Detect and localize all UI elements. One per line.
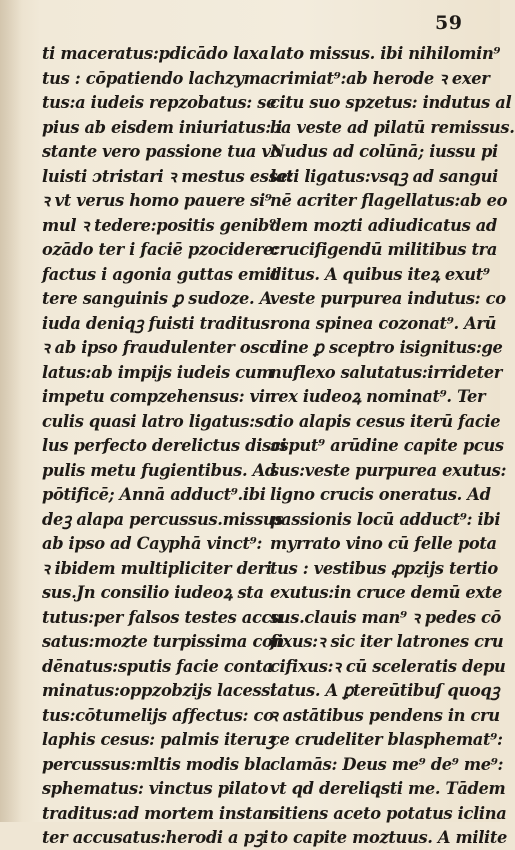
text-line: ꝛ ibidem multipliciter deri <box>42 557 272 578</box>
text-line: fixus:ꝛ sic iter latrones cru <box>270 631 504 651</box>
text-line: tatus. A ꝑtereūtibuſ quoqꝫ <box>270 680 500 700</box>
gutter-shadow <box>0 0 22 822</box>
text-line: pius ab eisdem iniuriatus: i <box>42 116 283 137</box>
text-line: ɔsput⁹ arūdine capite pcus <box>270 435 504 455</box>
text-line: crimiat⁹:ab herode ꝛ exer <box>270 67 490 88</box>
text-line: crucifigendū militibus tra <box>270 239 498 259</box>
text-line: lus perfecto derelictus disci <box>42 435 287 455</box>
text-line: Nudus ad colūnā; iussu pi <box>270 141 498 161</box>
left-column <box>42 41 294 850</box>
text-line: tus:a iudeis repzobatus: se <box>42 92 277 112</box>
text-line: traditus:ad mortem instan <box>42 802 275 823</box>
text-line: dem mozti adiudicatus ad <box>270 214 497 235</box>
text-line: tio alapis cesus iterū facie <box>270 410 501 431</box>
right-column <box>270 41 515 850</box>
text-line: nē acriter flagellatus:ab eo <box>270 190 508 210</box>
text-line: ce crudeliter blasphemat⁹: <box>270 729 503 749</box>
text-line: sitiens aceto potatus iclina <box>270 802 507 823</box>
text-line: deꝫ alapa percussus.missus <box>42 508 284 529</box>
text-line: sphematus: vinctus pilato <box>42 778 269 798</box>
text-line: pōtificē; Annā adduct⁹.ibi <box>42 484 266 504</box>
text-line: pulis metu fugientibus. Ad <box>42 459 276 480</box>
text-line: ꝛ astātibus pendens in cru <box>270 704 500 725</box>
text-line: tus : vestibus ꝓpzijs tertio <box>270 557 498 578</box>
text-line: percussus:mltis modis bla <box>42 753 272 774</box>
text-line: clamās: Deus me⁹ de⁹ me⁹: <box>270 753 504 774</box>
text-line: tutus:per falsos testes accu <box>42 606 283 627</box>
text-line: tere sanguinis ꝑ sudoze. A <box>42 288 272 308</box>
text-line: culis quasi latro ligatus:so <box>42 410 275 431</box>
text-line: factus i agonia guttas emit <box>42 263 278 284</box>
text-line: cifixus:ꝛ cū sceleratis depu <box>270 655 506 676</box>
text-line: dēnatus:sputis facie conta <box>42 655 273 676</box>
text-line: luisti ɔtristari ꝛ mestus esse: <box>42 165 294 186</box>
text-line: dine ꝑ sceptro isignitus:ge <box>270 337 503 357</box>
text-line: minatus:oppzobzijs lacessi <box>42 680 276 700</box>
text-line: tus:cōtumelijs affectus: co <box>42 704 274 725</box>
text-line: vt qd dereliqsti me. Tādem <box>270 778 506 798</box>
text-line: latus:ab impijs iudeis cum <box>42 361 274 382</box>
text-line: myrrato vino cū felle pota <box>270 533 497 553</box>
text-line: passionis locū adduct⁹: ibi <box>270 508 501 529</box>
text-line: ꝛ vt verus homo pauere si⁹ <box>42 190 272 210</box>
text-line: laphis cesus: palmis iteruꝫ <box>42 729 275 749</box>
text-line: sus:veste purpurea exutus: <box>270 459 507 480</box>
text-line: nuflexo salutatus:irrideter <box>270 361 502 382</box>
text-line: sus.clauis man⁹ ꝛ pedes cō <box>270 606 502 627</box>
text-line: to capite moztuus. A milite <box>270 827 508 847</box>
text-line: ti maceratus:pdicādo laxa <box>42 43 269 63</box>
text-line: ter accusatus:herodi a pꝫi <box>42 827 269 847</box>
text-line: rona spinea cozonat⁹. Arū <box>270 312 497 333</box>
text-line: iuda deniqꝫ fuisti traditus: <box>42 312 276 333</box>
text-line: citu suo spzetus: indutus al <box>270 92 512 112</box>
text-line: sus.Jn consilio iudeoꝝ sta <box>42 582 264 602</box>
text-line: impetu compzehensus: vin <box>42 386 277 406</box>
text-line: ligno crucis oneratus. Ad <box>270 484 491 504</box>
text-line: tus : cōpatiendo lachzyma <box>42 67 271 88</box>
text-line: veste purpurea indutus: co <box>270 288 506 308</box>
text-line: ba veste ad pilatū remissus. <box>270 116 515 137</box>
text-line: mul ꝛ tedere:positis genib⁹ <box>42 214 276 235</box>
text-line: rex iudeoꝝ nominat⁹. Ter <box>270 386 486 406</box>
text-line: satus:mozte turpissima con <box>42 631 284 651</box>
text-line: lati ligatus:vsqꝫ ad sangui <box>270 165 498 186</box>
text-line: exutus:in cruce demū exte <box>270 582 502 602</box>
text-line: ab ipso ad Cayphā vinct⁹: <box>42 533 263 553</box>
page-number: 59 <box>435 12 463 34</box>
text-line: ꝛ ab ipso fraudulenter oscu <box>42 337 281 357</box>
text-line: stante vero passione tua vo <box>42 141 282 161</box>
text-line: ditus. A quibus iteꝝ exut⁹ <box>270 263 490 284</box>
text-line: ozādo ter i faciē pzocidere: <box>42 239 279 259</box>
text-line: lato missus. ibi nihilomin⁹ <box>270 43 501 63</box>
